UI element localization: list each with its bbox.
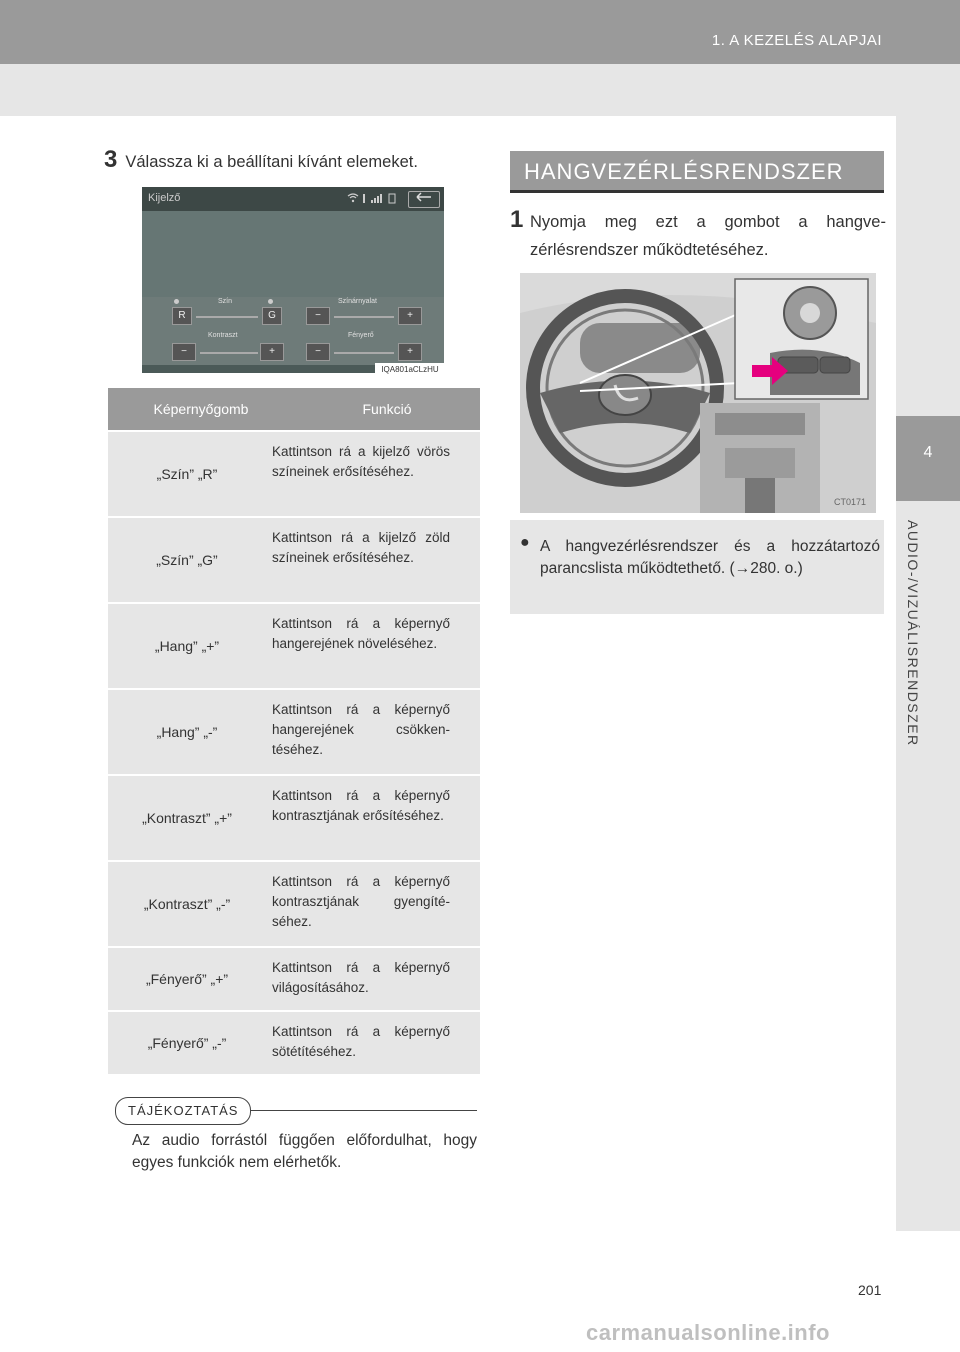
steering-wheel-illustration <box>520 273 876 513</box>
table-header <box>108 388 480 430</box>
table-row <box>108 1010 480 1074</box>
status-icons <box>347 192 399 207</box>
step-1 <box>510 208 886 264</box>
section-title: HANGVEZÉRLÉSRENDSZER <box>510 151 884 193</box>
step-text: Válassza ki a beállítani kívánt elemeket. <box>125 153 418 171</box>
step-number: 1 <box>510 206 524 233</box>
function-table <box>108 388 480 1074</box>
status-icons-graphic <box>347 192 399 204</box>
header-subband <box>0 64 960 116</box>
row-value: Kattintson rá a képernyő kontrasztjának erősítéséhez. <box>272 788 450 823</box>
note-text: A hangvezérlésrendszer és a hozzátartozó parancslista működtethető. (→280. o.) <box>540 538 880 577</box>
screen-preview-area <box>142 211 444 297</box>
photo-code: CT0171 <box>834 497 867 507</box>
header-cell-button: Képernyőgomb <box>153 401 249 417</box>
row-value: Kattintson rá a képernyő kontrasztjának gyengítéséhez. <box>272 874 450 929</box>
label-szin: Szín <box>218 298 233 305</box>
row-value: Kattintson rá a képernyő világosításához. <box>272 960 450 995</box>
indicator-dot <box>268 299 273 304</box>
tint-plus-button[interactable]: + <box>398 307 422 325</box>
tint-minus-button[interactable]: − <box>306 307 330 325</box>
info-text: Az audio forrástól függően előfordulhat, hogy egyes funkciók nem elérhetők. <box>132 1132 477 1171</box>
table-row <box>108 602 480 688</box>
row-value: Kattintson rá a képernyő sötétítéséhez. <box>272 1024 450 1059</box>
row-value: Kattintson rá a kijelző vörös színeinek erősítéséhez. <box>272 444 450 479</box>
label-kontraszt: Kontraszt <box>208 332 238 339</box>
watermark: carmanualsonline.info <box>586 1320 830 1345</box>
row-value: Kattintson rá a képernyő hangerejének növeléséhez. <box>272 616 450 651</box>
color-r-button[interactable]: R <box>172 307 192 325</box>
table-row <box>108 774 480 860</box>
row-key: „Hang” „-” <box>156 724 218 740</box>
back-button[interactable] <box>408 191 440 208</box>
step-text: Nyomja meg ezt a gombot a hangvezérlésrendszer működtetéséhez. <box>530 213 886 259</box>
color-g-button[interactable]: G <box>262 307 282 325</box>
step-3 <box>104 146 418 174</box>
contrast-slider[interactable] <box>200 352 258 354</box>
back-arrow-icon <box>415 192 433 202</box>
contrast-minus-button[interactable]: − <box>172 343 196 361</box>
illustration-code: IQA801aCLzHU <box>375 363 445 376</box>
indicator-dot <box>174 299 179 304</box>
steering-wheel-photo <box>520 273 876 513</box>
table-row <box>108 860 480 946</box>
row-key: „Fényerő” „+” <box>145 971 229 987</box>
color-slider[interactable] <box>196 316 258 318</box>
row-key: „Kontraszt” „+” <box>142 810 232 826</box>
contrast-plus-button[interactable]: + <box>260 343 284 361</box>
step-number: 3 <box>104 146 118 173</box>
table-row <box>108 430 480 516</box>
screen-control-panel <box>142 297 444 365</box>
brightness-plus-button[interactable]: + <box>398 343 422 361</box>
label-fenyero: Fényerő <box>348 332 374 339</box>
display-settings-screen <box>142 187 444 373</box>
row-key: „Hang” „+” <box>154 638 220 654</box>
bullet-icon: ● <box>520 534 530 551</box>
screen-title-bar <box>142 187 444 211</box>
row-key: „Fényerő” „-” <box>147 1035 227 1051</box>
header-cell-function: Funkció <box>362 401 412 417</box>
screen-title: Kijelző <box>148 192 181 204</box>
row-value: Kattintson rá a kijelző zöld színeinek erősítéséhez. <box>272 530 450 565</box>
row-key: „Kontraszt” „-” <box>143 896 231 912</box>
brightness-minus-button[interactable]: − <box>306 343 330 361</box>
table-row <box>108 688 480 774</box>
row-key: „Szín” „G” <box>156 552 218 568</box>
row-value: Kattintson rá a képernyő hangerejének csökkentéséhez. <box>272 702 450 757</box>
page-number: 201 <box>858 1282 882 1298</box>
side-tab-label: AUDIO-/VIZUÁLISRENDSZER <box>905 520 921 747</box>
chapter-title: 1. A KEZELÉS ALAPJAI <box>711 32 882 49</box>
table-row <box>108 516 480 602</box>
info-tag: TÁJÉKOZTATÁS <box>115 1097 251 1125</box>
brightness-slider[interactable] <box>334 352 394 354</box>
table-row <box>108 946 480 1010</box>
side-tab-number: 4 <box>923 444 933 461</box>
label-szinarnyalat: Színárnyalat <box>338 298 377 305</box>
row-key: „Szín” „R” <box>156 466 218 482</box>
tint-slider[interactable] <box>334 316 394 318</box>
